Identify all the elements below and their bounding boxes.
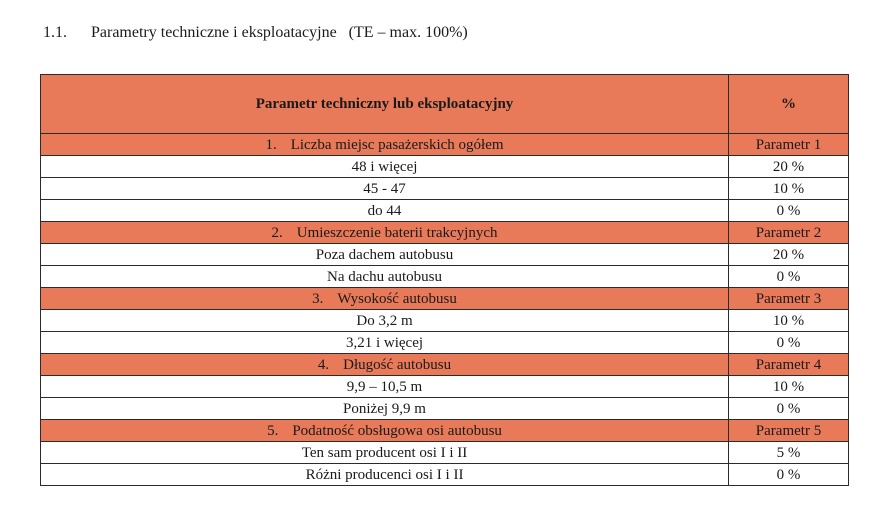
table-row [41, 310, 849, 332]
table-row [41, 376, 849, 398]
section-title-cell [41, 134, 729, 156]
option-value: 10 % [729, 376, 849, 398]
option-label: 45 - 47 [41, 178, 729, 200]
option-label: Różni producenci osi I i II [41, 464, 729, 486]
option-value: 10 % [729, 178, 849, 200]
table-row [41, 200, 849, 222]
option-value: 5 % [729, 442, 849, 464]
table-header-row [41, 75, 849, 134]
option-label: 48 i więcej [41, 156, 729, 178]
section-row-number: 4. [317, 356, 330, 373]
option-value: 0 % [729, 464, 849, 486]
option-label: Poza dachem autobusu [41, 244, 729, 266]
section-row [41, 288, 849, 310]
option-value: 20 % [729, 244, 849, 266]
section-row [41, 134, 849, 156]
header-parameter: Parametr techniczny lub eksploatacyjny [41, 75, 729, 134]
section-heading [43, 24, 468, 42]
option-label: do 44 [41, 200, 729, 222]
option-value: 0 % [729, 398, 849, 420]
section-row-title: Liczba miejsc pasażerskich ogółem [290, 136, 504, 153]
section-title-cell [41, 420, 729, 442]
table-row [41, 332, 849, 354]
option-label: Poniżej 9,9 m [41, 398, 729, 420]
section-title-cell [41, 222, 729, 244]
table-row [41, 266, 849, 288]
option-value: 0 % [729, 332, 849, 354]
parameters-table [40, 74, 849, 486]
section-row-title: Umieszczenie baterii trakcyjnych [296, 224, 498, 241]
table-row [41, 178, 849, 200]
table-body [41, 134, 849, 486]
option-value: 0 % [729, 200, 849, 222]
option-label: Do 3,2 m [41, 310, 729, 332]
section-row-number: 3. [312, 290, 324, 307]
option-label: 3,21 i więcej [41, 332, 729, 354]
option-value: 0 % [729, 266, 849, 288]
section-row-title: Wysokość autobusu [337, 290, 457, 307]
section-row [41, 420, 849, 442]
option-label: Ten sam producent osi I i II [41, 442, 729, 464]
section-row-number: 2. [271, 224, 283, 241]
section-title: Parametry techniczne i eksploatacyjne [91, 24, 337, 41]
option-label: Na dachu autobusu [41, 266, 729, 288]
table-row [41, 398, 849, 420]
option-value: 20 % [729, 156, 849, 178]
section-title-cell [41, 288, 729, 310]
option-label: 9,9 – 10,5 m [41, 376, 729, 398]
table-row [41, 244, 849, 266]
section-param-label: Parametr 5 [729, 420, 849, 442]
section-row [41, 222, 849, 244]
section-row-title: Podatność obsługowa osi autobusu [292, 422, 502, 439]
option-value: 10 % [729, 310, 849, 332]
section-row-title: Długość autobusu [343, 356, 452, 373]
section-param-label: Parametr 1 [729, 134, 849, 156]
section-param-label: Parametr 4 [729, 354, 849, 376]
section-row [41, 354, 849, 376]
header-percent: % [729, 75, 849, 134]
section-param-label: Parametr 2 [729, 222, 849, 244]
section-param-label: Parametr 3 [729, 288, 849, 310]
section-title-cell [41, 354, 729, 376]
table-row [41, 464, 849, 486]
section-number: 1.1. [43, 24, 67, 41]
section-row-number: 1. [265, 136, 277, 153]
section-note: (TE – max. 100%) [348, 24, 468, 41]
table-row [41, 156, 849, 178]
section-row-number: 5. [267, 422, 279, 439]
table-row [41, 442, 849, 464]
